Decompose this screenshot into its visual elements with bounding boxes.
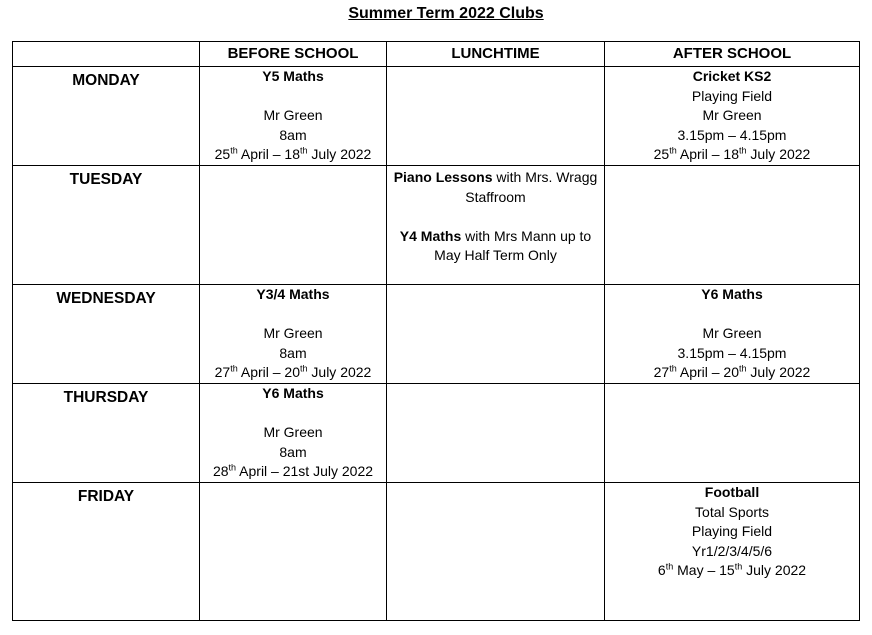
club-piano-lessons: Piano Lessons with Mrs. Wragg: [393, 169, 598, 185]
club-time: 3.15pm – 4.15pm: [677, 344, 787, 361]
row-thursday: [13, 384, 860, 483]
row-friday: [13, 483, 860, 621]
monday-lunchtime: [387, 67, 605, 166]
club-dates: 25th April – 18th July 2022: [214, 145, 372, 163]
thursday-after-school: [605, 384, 860, 483]
club-name: Y6 Maths: [262, 385, 324, 401]
club-name: Y6 Maths: [701, 286, 763, 302]
day-tuesday: TUESDAY: [13, 166, 200, 285]
club-name: Y3/4 Maths: [256, 286, 330, 302]
spacer: [200, 305, 386, 325]
club-name: Cricket KS2: [692, 68, 772, 84]
club-dates: 6th May – 15th July 2022: [657, 561, 807, 579]
club-name: Football: [704, 484, 760, 500]
day-wednesday: WEDNESDAY: [13, 285, 200, 384]
thursday-lunchtime: [387, 384, 605, 483]
club-location: Playing Field: [691, 523, 773, 540]
club-time: 8am: [279, 126, 307, 143]
club-dates: 28th April – 21st July 2022: [212, 462, 374, 480]
club-name: Y5 Maths: [262, 68, 324, 84]
club-location: Staffroom: [465, 188, 526, 205]
header-row: [13, 42, 860, 67]
tuesday-after-school: [605, 166, 860, 285]
row-wednesday: [13, 285, 860, 384]
friday-after-school: [605, 483, 860, 621]
club-teacher: Mr Green: [263, 325, 323, 342]
club-dates: 27th April – 20th July 2022: [653, 363, 811, 381]
club-note: May Half Term Only: [434, 247, 557, 264]
club-teacher: Mr Green: [702, 325, 762, 342]
header-after-school: AFTER SCHOOL: [605, 42, 860, 67]
day-thursday: THURSDAY: [13, 384, 200, 483]
clubs-timetable: [12, 41, 860, 621]
monday-before-school: [200, 67, 387, 166]
spacer: [387, 207, 604, 227]
club-years: Yr1/2/3/4/5/6: [691, 542, 773, 559]
header-lunchtime: LUNCHTIME: [387, 42, 605, 67]
friday-lunchtime: [387, 483, 605, 621]
page-title: Summer Term 2022 Clubs: [348, 5, 544, 22]
wednesday-after-school: [605, 285, 860, 384]
club-dates: 27th April – 20th July 2022: [214, 363, 372, 381]
monday-after-school: [605, 67, 860, 166]
wednesday-lunchtime: [387, 285, 605, 384]
club-location: Playing Field: [691, 87, 773, 104]
row-monday: [13, 67, 860, 166]
club-time: 8am: [279, 443, 307, 460]
club-dates: 25th April – 18th July 2022: [653, 145, 811, 163]
club-teacher: Mr Green: [702, 107, 762, 124]
club-teacher: Mr Green: [263, 424, 323, 441]
friday-before-school: [200, 483, 387, 621]
club-provider: Total Sports: [695, 503, 769, 520]
day-monday: MONDAY: [13, 67, 200, 166]
header-day-column: [13, 42, 200, 67]
row-tuesday: [13, 166, 860, 285]
club-time: 8am: [279, 344, 307, 361]
club-teacher: Mr Green: [263, 107, 323, 124]
header-before-school: BEFORE SCHOOL: [200, 42, 387, 67]
spacer: [200, 404, 386, 424]
spacer: [605, 305, 859, 325]
tuesday-before-school: [200, 166, 387, 285]
club-y4-maths: Y4 Maths with Mrs Mann up to: [399, 227, 592, 244]
club-time: 3.15pm – 4.15pm: [677, 126, 787, 143]
day-friday: FRIDAY: [13, 483, 200, 621]
spacer: [200, 87, 386, 107]
tuesday-lunchtime: [387, 166, 605, 285]
thursday-before-school: [200, 384, 387, 483]
wednesday-before-school: [200, 285, 387, 384]
